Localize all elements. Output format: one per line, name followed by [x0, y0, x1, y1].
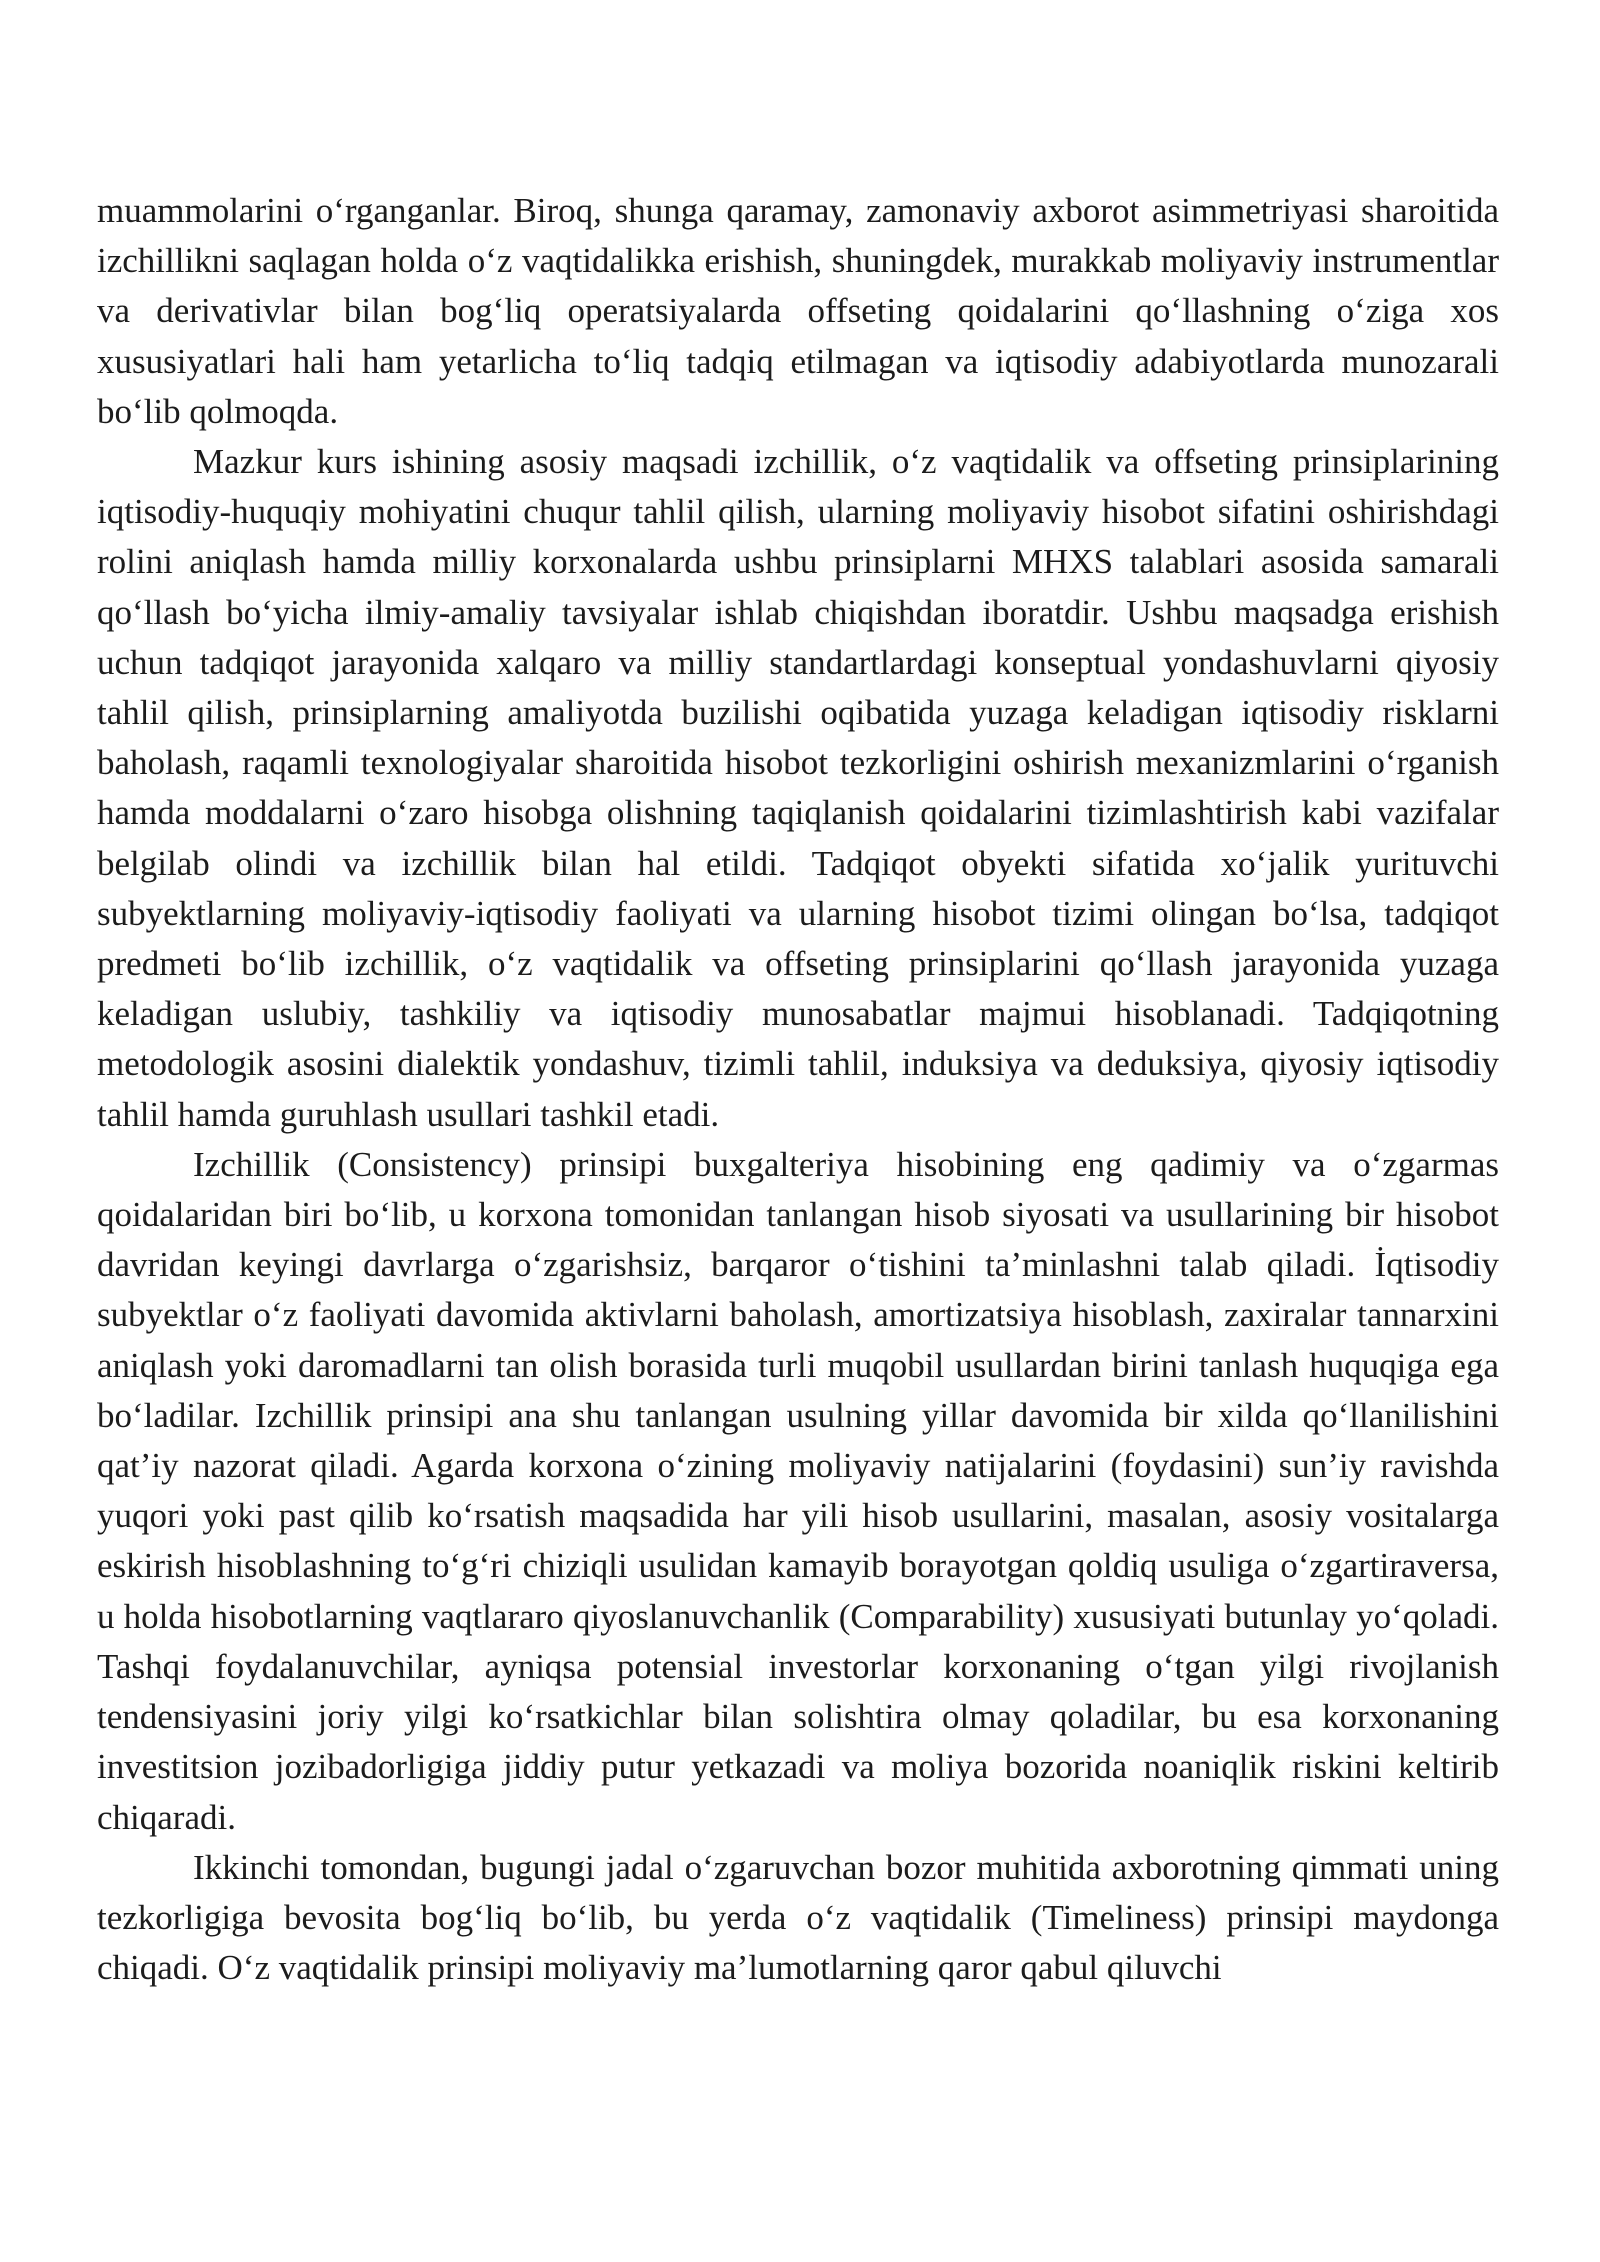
document-body [97, 186, 1499, 1993]
paragraph-2: Mazkur kurs ishining asosiy maqsadi izchillik, o‘z vaqtidalik va offseting prinsiplarining iqtisodiy-huquqiy mohiyatini chuqur tahlil qilish, ularning moliyaviy hisobot sifatini oshirishdagi rolini aniqlash hamda milliy korxonalarda ushbu prinsiplarni MHXS talablari asosida samarali qo‘llash bo‘yicha ilmiy-amaliy tavsiyalar ishlab chiqishdan iboratdir. Ushbu maqsadga erishish uchun tadqiqot jarayonida xalqaro va milliy standartlardagi konseptual yondashuvlarni qiyosiy tahlil qilish, prinsiplarning amaliyotda buzilishi oqibatida yuzaga keladigan iqtisodiy risklarni baholash, raqamli texnologiyalar sharoitida hisobot tezkorligini oshirish mexanizmlarini o‘rganish hamda moddalarni o‘zaro hisobga olishning taqiqlanish qoidalarini tizimlashtirish kabi vazifalar belgilab olindi va izchillik bilan hal etildi. Tadqiqot obyekti sifatida xo‘jalik yurituvchi subyektlarning moliyaviy-iqtisodiy faoliyati va ularning hisobot tizimi olingan bo‘lsa, tadqiqot predmeti bo‘lib izchillik, o‘z vaqtidalik va offseting prinsiplarini qo‘llash jarayonida yuzaga keladigan uslubiy, tashkiliy va iqtisodiy munosabatlar majmui hisoblanadi. Tadqiqotning metodologik asosini dialektik yondashuv, tizimli tahlil, induksiya va deduksiya, qiyosiy iqtisodiy tahlil hamda guruhlash usullari tashkil etadi. [97, 442, 1499, 1134]
paragraph-4: Ikkinchi tomondan, bugungi jadal o‘zgaruvchan bozor muhitida axborotning qimmati uning tezkorligiga bevosita bog‘liq bo‘lib, bu yerda o‘z vaqtidalik (Timeliness) prinsipi maydonga chiqadi. O‘z vaqtidalik prinsipi moliyaviy ma’lumotlarning qaror qabul qiluvchi [97, 1847, 1499, 1988]
paragraph-1: muammolarini o‘rganganlar. Biroq, shunga qaramay, zamonaviy axborot asimmetriyasi sharoitida izchillikni saqlagan holda o‘z vaqtidalikka erishish, shuningdek, murakkab moliyaviy instrumentlar va derivativlar bilan bog‘liq operatsiyalarda offseting qoidalarini qo‘llashning o‘ziga xos xususiyatlari hali ham yetarlicha to‘liq tadqiq etilmagan va iqtisodiy adabiyotlarda munozarali bo‘lib qolmoqda. [97, 191, 1499, 431]
paragraph-3: Izchillik (Consistency) prinsipi buxgalteriya hisobining eng qadimiy va o‘zgarmas qoidalaridan biri bo‘lib, u korxona tomonidan tanlangan hisob siyosati va usullarining bir hisobot davridan keyingi davrlarga o‘zgarishsiz, barqaror o‘tishini ta’minlashni talab qiladi. İqtisodiy subyektlar o‘z faoliyati davomida aktivlarni baholash, amortizatsiya hisoblash, zaxiralar tannarxini aniqlash yoki daromadlarni tan olish borasida turli muqobil usullardan birini tanlash huquqiga ega bo‘ladilar. Izchillik prinsipi ana shu tanlangan usulning yillar davomida bir xilda qo‘llanilishini qat’iy nazorat qiladi. Agarda korxona o‘zining moliyaviy natijalarini (foydasini) sun’iy ravishda yuqori yoki past qilib ko‘rsatish maqsadida har yili hisob usullarini, masalan, asosiy vositalarga eskirish hisoblashning to‘g‘ri chiziqli usulidan kamayib borayotgan qoldiq usuliga o‘zgartiraversa, u holda hisobotlarning vaqtlararo qiyoslanuvchanlik (Comparability) xususiyati butunlay yo‘qoladi. Tashqi foydalanuvchilar, ayniqsa potensial investorlar korxonaning o‘tgan yilgi rivojlanish tendensiyasini joriy yilgi ko‘rsatkichlar bilan solishtira olmay qoladilar, bu esa korxonaning investitsion jozibadorligiga jiddiy putur yetkazadi va moliya bozorida noaniqlik riskini keltirib chiqaradi. [97, 1144, 1499, 1837]
